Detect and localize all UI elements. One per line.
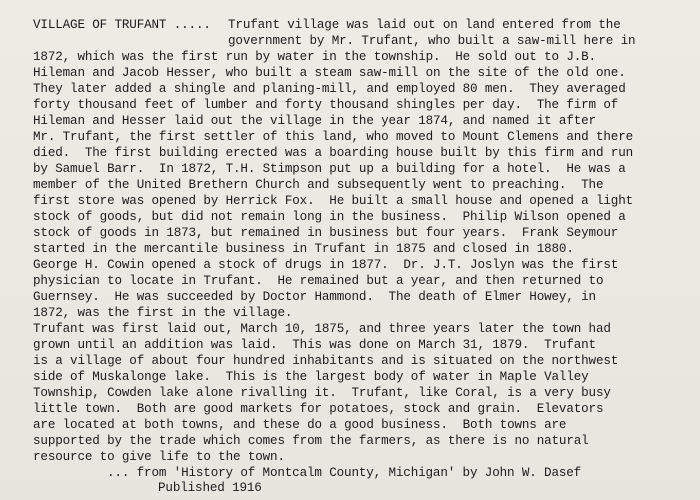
text-line: is a village of about four hundred inhabitants and is situated on the northwest: [33, 354, 619, 368]
text-line: forty thousand feet of lumber and forty thousand shingles per day. The firm of: [33, 98, 619, 112]
published-year: Published 1916: [158, 481, 262, 495]
text-line: Township, Cowden lake alone rivalling it. Trufant, like Coral, is a very busy: [33, 386, 611, 400]
text-line: Hileman and Jacob Hesser, who built a steam saw-mill on the site of the old one.: [33, 66, 626, 80]
text-line: supported by the trade which comes from the farmers, as there is no natural: [33, 434, 589, 448]
first-line-text: Trufant village was laid out on land entered from the: [228, 18, 621, 32]
text-line: Guernsey. He was succeeded by Doctor Hammond. The death of Elmer Howey, in: [33, 290, 596, 304]
text-line: They later added a shingle and planing-mill, and employed 80 men. They averaged: [33, 82, 626, 96]
article-heading: VILLAGE OF TRUFANT .....: [33, 18, 211, 32]
text-line: by Samuel Barr. In 1872, T.H. Stimpson put up a building for a hotel. He was a: [33, 162, 626, 176]
text-line: member of the United Brethern Church and subsequently went to preaching. The: [33, 178, 604, 192]
text-line: Hileman and Hesser laid out the village in the year 1874, and named it after: [33, 114, 596, 128]
text-line: are located at both towns, and these do a good business. Both towns are: [33, 418, 567, 432]
source-citation: ... from 'History of Montcalm County, Michigan' by John W. Dasef: [107, 466, 582, 480]
text-line: died. The first building erected was a boarding house built by this firm and run: [33, 146, 634, 160]
text-line: Mr. Trufant, the first settler of this land, who moved to Mount Clemens and there: [33, 130, 634, 144]
text-line: first store was opened by Herrick Fox. He built a small house and opened a light: [33, 194, 634, 208]
text-line: grown until an addition was laid. This was done on March 31, 1879. Trufant: [33, 338, 596, 352]
text-line: physician to locate in Trufant. He remained but a year, and then returned to: [33, 274, 604, 288]
text-line: 1872, which was the first run by water in the township. He sold out to J.B.: [33, 50, 596, 64]
text-line: George H. Cowin opened a stock of drugs in 1877. Dr. J.T. Joslyn was the first: [33, 258, 619, 272]
text-line: side of Muskalonge lake. This is the largest body of water in Maple Valley: [33, 370, 589, 384]
text-line: stock of goods, but did not remain long in the business. Philip Wilson opened a: [33, 210, 626, 224]
text-line: 1872, was the first in the village.: [33, 306, 293, 320]
text-line: stock of goods in 1873, but remained in business but four years. Frank Seymour: [33, 226, 619, 240]
text-line: Trufant was first laid out, March 10, 1875, and three years later the town had: [33, 322, 611, 336]
text-line: started in the mercantile business in Trufant in 1875 and closed in 1880.: [33, 242, 574, 256]
text-line: little town. Both are good markets for potatoes, stock and grain. Elevators: [33, 402, 604, 416]
text-line: resource to give life to the town.: [33, 450, 285, 464]
text-line: government by Mr. Trufant, who built a saw-mill here in: [228, 34, 636, 48]
